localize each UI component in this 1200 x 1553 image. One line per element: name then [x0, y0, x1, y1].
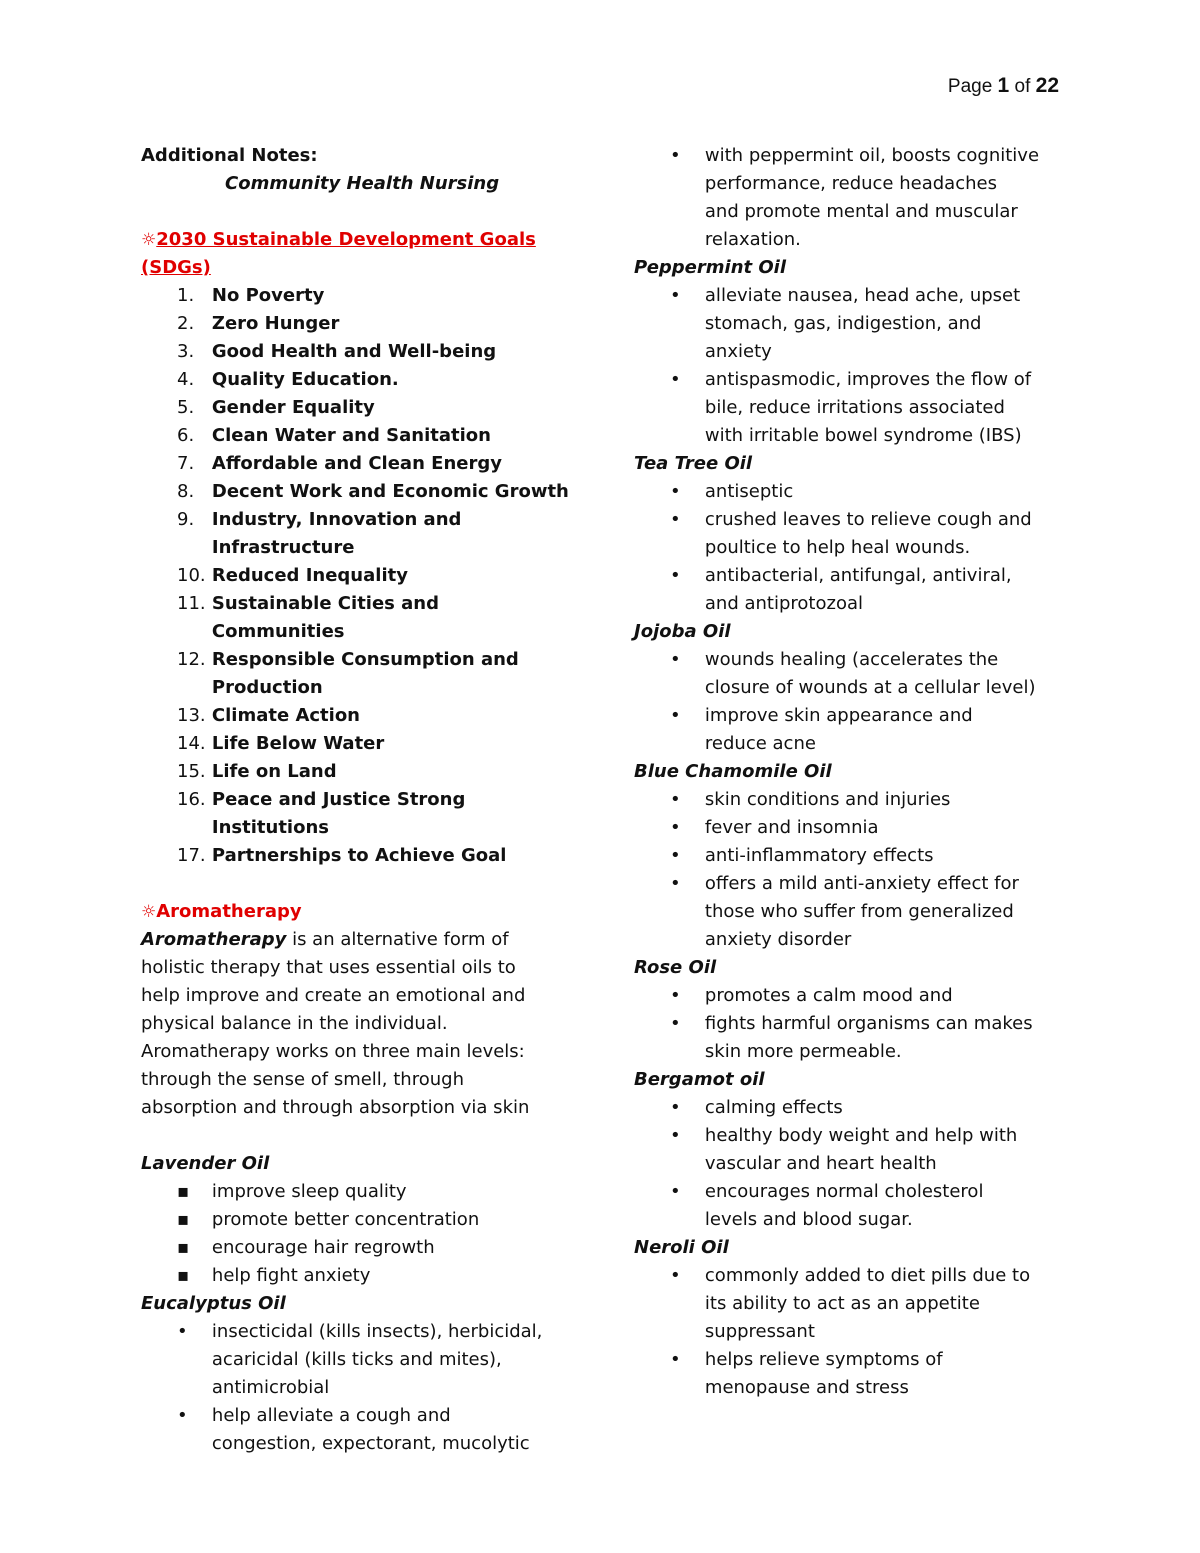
- sdg-goal-label: Quality Education.: [211, 369, 399, 390]
- list-item: [634, 870, 1064, 898]
- list-item: [634, 646, 1064, 674]
- list-item: [634, 506, 1064, 534]
- paragraph-line: absorption and through absorption via skin: [141, 1097, 530, 1118]
- sdg-goal: [141, 562, 571, 590]
- bullet-icon: [634, 1374, 705, 1402]
- list-item: [634, 898, 1064, 926]
- bullet-icon: •: [670, 481, 681, 502]
- list-item-text: and antiprotozoal: [704, 593, 863, 614]
- list-item: [634, 1038, 1064, 1066]
- list-item-text: encourages normal cholesterol: [704, 1181, 984, 1202]
- list-item: [634, 786, 1064, 814]
- oil-title: Peppermint Oil: [634, 257, 787, 278]
- paragraph-line: Aromatherapy works on three main levels:: [141, 1041, 525, 1062]
- sdg-goal-label: Infrastructure: [211, 537, 355, 558]
- sdg-goal-label: Clean Water and Sanitation: [211, 425, 491, 446]
- sdg-goal-number: 2.: [177, 313, 195, 334]
- list-item: [141, 1430, 571, 1458]
- sdg-goal: [141, 478, 571, 506]
- oil-title: Tea Tree Oil: [634, 453, 753, 474]
- sdg-goal-label: No Poverty: [211, 285, 325, 306]
- list-item: [634, 1346, 1064, 1374]
- bullet-icon: •: [670, 1349, 681, 1370]
- subject-title: Community Health Nursing: [225, 173, 500, 194]
- page-number: Page 1 of 22: [947, 74, 1059, 97]
- sdg-goal: [141, 674, 571, 702]
- list-item: [634, 1318, 1064, 1346]
- sdg-goal: [141, 842, 571, 870]
- paragraph-line: through the sense of smell, through: [141, 1069, 464, 1090]
- sdg-goal-label: Sustainable Cities and Communities: [211, 593, 439, 642]
- sdg-goal-label: Peace and Justice Strong Institutions: [211, 789, 466, 838]
- list-item-text: menopause and stress: [704, 1377, 909, 1398]
- page-current: 1: [997, 74, 1010, 97]
- list-item-text: acaricidal (kills ticks and mites),: [211, 1349, 502, 1370]
- oil-title: Rose Oil: [634, 957, 717, 978]
- list-item-text: with irritable bowel syndrome (IBS): [704, 425, 1022, 446]
- sdg-goal: [141, 394, 571, 422]
- list-item: [634, 226, 1064, 254]
- list-item-text: wounds healing (accelerates the: [704, 649, 999, 670]
- oil-title: Eucalyptus Oil: [141, 1293, 286, 1314]
- list-item: [634, 198, 1064, 226]
- aromatherapy-paragraph: Aromatherapy is an alternative form of holistic therapy that uses essential oils to help improve and create an emotional and physical balance in the individual. Aromatherapy works on three main levels: through the sense of smell, through absorption and through absorption via skin: [141, 926, 571, 1122]
- sdg-goal: [141, 730, 571, 758]
- list-item-text: skin conditions and injuries: [704, 789, 951, 810]
- sdg-goal-number: 1.: [177, 285, 195, 306]
- list-item: [634, 310, 1064, 338]
- sdg-goal-label: Partnerships to Achieve Goal: [211, 845, 507, 866]
- sdg-goal-label: Good Health and Well-being: [211, 341, 497, 362]
- list-item: [634, 1374, 1064, 1402]
- list-item-text: those who suffer from generalized: [704, 901, 1014, 922]
- bullet-icon: •: [670, 649, 681, 670]
- paragraph-line: holistic therapy that uses essential oils to: [141, 957, 516, 978]
- sdg-goal-label: Industry, Innovation and: [211, 509, 462, 530]
- oil-properties-list: [634, 1262, 1064, 1402]
- list-item: [634, 1094, 1064, 1122]
- bullet-icon: ▪: [177, 1209, 190, 1230]
- list-item-text: encourage hair regrowth: [211, 1237, 435, 1258]
- oil-properties-list: [634, 1094, 1064, 1234]
- list-item-text: antimicrobial: [211, 1377, 330, 1398]
- sdg-goal: [141, 282, 571, 310]
- bullet-icon: •: [670, 285, 681, 306]
- list-item-text: help alleviate a cough and: [211, 1405, 451, 1426]
- sdg-goal-number: 13.: [177, 705, 206, 726]
- list-item-text: fever and insomnia: [704, 817, 879, 838]
- left-column: [141, 142, 571, 1458]
- oil-title: Blue Chamomile Oil: [634, 761, 832, 782]
- bullet-icon: [634, 590, 705, 618]
- list-item: [634, 366, 1064, 394]
- sdg-goal-label: Responsible Consumption and: [211, 649, 519, 670]
- list-item: [634, 1290, 1064, 1318]
- list-item: [634, 394, 1064, 422]
- list-item: [634, 170, 1064, 198]
- list-item-text: anti-inflammatory effects: [704, 845, 934, 866]
- sun-icon: ☼: [141, 230, 157, 250]
- sdg-goal: [141, 310, 571, 338]
- list-item-text: congestion, expectorant, mucolytic: [211, 1433, 530, 1454]
- list-item: [141, 1234, 571, 1262]
- list-item-text: crushed leaves to relieve cough and: [704, 509, 1032, 530]
- list-item-text: with peppermint oil, boosts cognitive: [704, 145, 1040, 166]
- bullet-icon: [141, 1346, 212, 1374]
- sdg-goal-number: 10.: [177, 565, 206, 586]
- bullet-icon: •: [670, 145, 681, 166]
- oil-properties-list: [634, 646, 1064, 758]
- bullet-icon: •: [670, 1013, 681, 1034]
- list-item-text: poultice to help heal wounds.: [704, 537, 971, 558]
- bullet-icon: [141, 1374, 212, 1402]
- bullet-icon: ▪: [177, 1265, 190, 1286]
- list-item-text: and promote mental and muscular: [704, 201, 1018, 222]
- sdg-goal: [141, 702, 571, 730]
- aromatherapy-title: ☼Aromatherapy: [141, 901, 302, 922]
- list-item: [141, 1318, 571, 1346]
- sdg-goal-number: 3.: [177, 341, 195, 362]
- bullet-icon: •: [670, 509, 681, 530]
- bullet-icon: •: [670, 1265, 681, 1286]
- bullet-icon: [634, 898, 705, 926]
- bullet-icon: •: [670, 817, 681, 838]
- sdg-goal: [141, 534, 571, 562]
- bullet-icon: [634, 170, 705, 198]
- bullet-icon: •: [670, 873, 681, 894]
- list-item-text: levels and blood sugar.: [704, 1209, 913, 1230]
- list-item-text: helps relieve symptoms of: [704, 1349, 943, 1370]
- list-item: [141, 1374, 571, 1402]
- notes-label: Additional Notes:: [141, 145, 318, 166]
- oil-title: Jojoba Oil: [634, 621, 731, 642]
- bullet-icon: [634, 394, 705, 422]
- sdg-goal: [141, 338, 571, 366]
- sdg-goal-label: Life on Land: [211, 761, 337, 782]
- list-item: [634, 1206, 1064, 1234]
- paragraph-line: help improve and create an emotional and: [141, 985, 526, 1006]
- sdg-goal-label: Life Below Water: [211, 733, 385, 754]
- list-item: [634, 590, 1064, 618]
- list-item: [634, 282, 1064, 310]
- list-item: [634, 338, 1064, 366]
- oil-properties-list: [141, 1178, 571, 1290]
- list-item: [634, 1010, 1064, 1038]
- list-item-text: bile, reduce irritations associated: [704, 397, 1005, 418]
- list-item-text: closure of wounds at a cellular level): [704, 677, 1036, 698]
- eucalyptus-continued-list: [634, 142, 1064, 254]
- sdg-goal-number: 7.: [177, 453, 195, 474]
- list-item: [634, 534, 1064, 562]
- sdg-goal-label: Climate Action: [211, 705, 360, 726]
- bullet-icon: [634, 198, 705, 226]
- bullet-icon: [634, 674, 705, 702]
- oil-title: Bergamot oil: [634, 1069, 765, 1090]
- bullet-icon: •: [670, 565, 681, 586]
- sdg-goal-number: 16.: [177, 789, 206, 810]
- list-item-text: performance, reduce headaches: [704, 173, 997, 194]
- list-item-text: improve sleep quality: [211, 1181, 407, 1202]
- sdg-goal-number: 12.: [177, 649, 206, 670]
- bullet-icon: •: [670, 369, 681, 390]
- sdg-title-line2: (SDGs): [141, 257, 211, 278]
- sdg-goal: [141, 366, 571, 394]
- sdg-goal: [141, 758, 571, 786]
- sdg-goal-label: Zero Hunger: [211, 313, 340, 334]
- list-item: [141, 1206, 571, 1234]
- list-item: [634, 842, 1064, 870]
- list-item: [141, 1262, 571, 1290]
- list-item-text: stomach, gas, indigestion, and: [704, 313, 982, 334]
- bullet-icon: •: [670, 1125, 681, 1146]
- list-item-text: reduce acne: [704, 733, 816, 754]
- list-item-text: calming effects: [704, 1097, 843, 1118]
- list-item: [634, 562, 1064, 590]
- sdg-goal-number: 4.: [177, 369, 195, 390]
- sdg-goal-label: Production: [211, 677, 323, 698]
- list-item: [141, 1178, 571, 1206]
- sdg-goal-label: Affordable and Clean Energy: [211, 453, 502, 474]
- sdg-goal: [141, 646, 571, 674]
- sdg-goal-number: 11.: [177, 593, 206, 614]
- bullet-icon: [634, 310, 705, 338]
- list-item: [634, 142, 1064, 170]
- bullet-icon: [634, 926, 705, 954]
- bullet-icon: [634, 338, 705, 366]
- right-column: [634, 142, 1064, 1402]
- list-item: [634, 926, 1064, 954]
- sdg-goal-number: [141, 674, 212, 702]
- list-item: [634, 1122, 1064, 1150]
- sdg-goal: [141, 450, 571, 478]
- sdg-goal-number: [141, 534, 212, 562]
- page-total: 22: [1035, 74, 1059, 97]
- oil-properties-list: [634, 282, 1064, 450]
- oil-title: Neroli Oil: [634, 1237, 729, 1258]
- list-item-text: alleviate nausea, head ache, upset: [704, 285, 1021, 306]
- bullet-icon: [634, 226, 705, 254]
- list-item-text: antibacterial, antifungal, antiviral,: [704, 565, 1012, 586]
- sdg-goal-label: Reduced Inequality: [211, 565, 408, 586]
- oil-properties-list: [634, 478, 1064, 618]
- list-item-text: improve skin appearance and: [704, 705, 973, 726]
- bullet-icon: [634, 1290, 705, 1318]
- list-item-text: offers a mild anti-anxiety effect for: [704, 873, 1019, 894]
- list-item-text: fights harmful organisms can makes: [704, 1013, 1033, 1034]
- bullet-icon: [634, 1038, 705, 1066]
- bullet-icon: ▪: [177, 1181, 190, 1202]
- list-item: [634, 1150, 1064, 1178]
- bullet-icon: •: [670, 985, 681, 1006]
- sdg-goal: [141, 506, 571, 534]
- sdg-goal: [141, 422, 571, 450]
- list-item: [634, 702, 1064, 730]
- bullet-icon: •: [670, 1181, 681, 1202]
- list-item-text: healthy body weight and help with: [704, 1125, 1018, 1146]
- bullet-icon: [634, 730, 705, 758]
- bullet-icon: •: [670, 789, 681, 810]
- bullet-icon: [634, 1206, 705, 1234]
- sdg-goal: [141, 786, 571, 842]
- list-item: [634, 982, 1064, 1010]
- sdg-goal-number: 15.: [177, 761, 206, 782]
- list-item-text: antispasmodic, improves the flow of: [704, 369, 1032, 390]
- list-item-text: promote better concentration: [211, 1209, 480, 1230]
- bullet-icon: •: [177, 1405, 188, 1426]
- sdg-title: ☼2030 Sustainable Development Goals: [141, 229, 536, 250]
- list-item-text: commonly added to diet pills due to: [704, 1265, 1031, 1286]
- list-item-text: vascular and heart health: [704, 1153, 937, 1174]
- bullet-icon: [634, 1318, 705, 1346]
- sdg-goal-number: 17.: [177, 845, 206, 866]
- sdg-list: [141, 282, 571, 870]
- sdg-goal-number: 6.: [177, 425, 195, 446]
- sdg-goal-number: 5.: [177, 397, 195, 418]
- list-item-text: help fight anxiety: [211, 1265, 371, 1286]
- bullet-icon: •: [670, 1097, 681, 1118]
- bullet-icon: •: [670, 845, 681, 866]
- list-item-text: antiseptic: [704, 481, 794, 502]
- sun-icon: ☼: [141, 902, 157, 922]
- sdg-goal-number: 14.: [177, 733, 206, 754]
- list-item-text: skin more permeable.: [704, 1041, 902, 1062]
- bullet-icon: [634, 422, 705, 450]
- oil-properties-list: [634, 786, 1064, 954]
- bullet-icon: [141, 1430, 212, 1458]
- list-item: [634, 478, 1064, 506]
- list-item-text: suppressant: [704, 1321, 815, 1342]
- list-item-text: anxiety: [704, 341, 772, 362]
- list-item-text: relaxation.: [704, 229, 801, 250]
- list-item: [634, 730, 1064, 758]
- sdg-goal-label: Decent Work and Economic Growth: [211, 481, 569, 502]
- oil-properties-list: [634, 982, 1064, 1066]
- sdg-goal: [141, 590, 571, 646]
- sdg-goal-label: Gender Equality: [211, 397, 375, 418]
- list-item-text: anxiety disorder: [704, 929, 852, 950]
- sdg-goal-number: 8.: [177, 481, 195, 502]
- list-item: [634, 1178, 1064, 1206]
- list-item: [634, 674, 1064, 702]
- list-item: [141, 1402, 571, 1430]
- list-item-text: its ability to act as an appetite: [704, 1293, 980, 1314]
- paragraph-line: physical balance in the individual.: [141, 1013, 448, 1034]
- bullet-icon: •: [177, 1321, 188, 1342]
- bullet-icon: ▪: [177, 1237, 190, 1258]
- bullet-icon: [634, 534, 705, 562]
- sdg-goal-number: 9.: [177, 509, 195, 530]
- oil-title: Lavender Oil: [141, 1153, 270, 1174]
- list-item-text: promotes a calm mood and: [704, 985, 953, 1006]
- bullet-icon: •: [670, 705, 681, 726]
- list-item: [141, 1346, 571, 1374]
- list-item: [634, 814, 1064, 842]
- list-item-text: insecticidal (kills insects), herbicidal,: [211, 1321, 543, 1342]
- list-item: [634, 1262, 1064, 1290]
- oil-properties-list: [141, 1318, 571, 1458]
- bullet-icon: [634, 1150, 705, 1178]
- list-item: [634, 422, 1064, 450]
